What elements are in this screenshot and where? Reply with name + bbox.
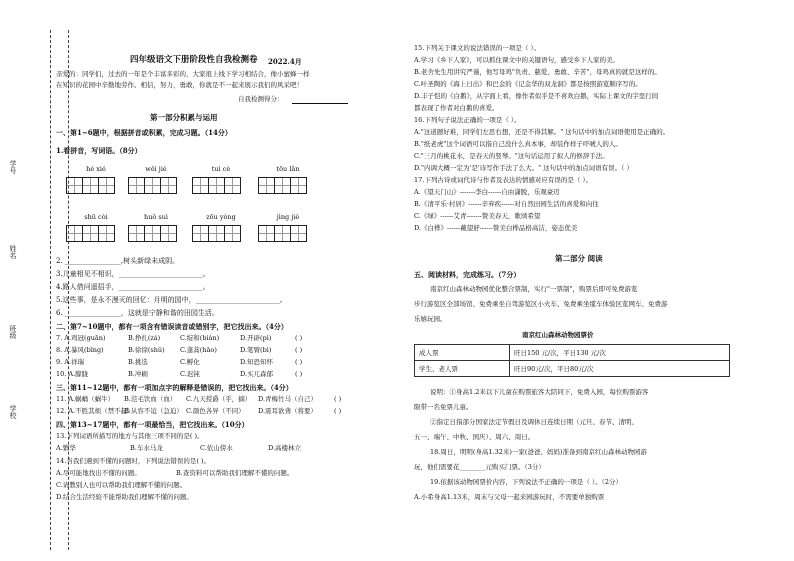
q7-opt: B.挣扎(zá) [128,334,161,342]
margin-label-class: 班级 [9,325,17,339]
reading-para-1: 南京红山森林动物园优化整合票制，实行"一票制"，购票后即可免费游览 [430,285,638,293]
reading-header: 五、阅读材料，完成练习。（7分） [414,270,521,279]
q7-header: 二、第7~10题中，都有一项含有错误读音或错别字，把它找出来。（4分） [56,322,288,331]
q9-opt: B.挑选 [128,358,148,366]
q10-opt: D.买兀森郁 [240,370,274,378]
q15: 15.下列关于课文的说法错误的一项是（ ）。 [414,44,541,52]
writing-grid[interactable] [258,177,307,194]
table-row [415,361,730,377]
writing-grid[interactable] [66,225,115,242]
q1-header: 一、第1~6题中，根据拼音或积累，完成习题。（14分） [56,128,232,137]
table-cell: 旺日90元/次，平日80元/次 [510,361,730,377]
writing-grid[interactable] [192,177,241,194]
q14-opt-c: C.请教别人也可以帮助我们理解不懂的问题。 [56,481,187,489]
binding-line-outer [50,30,51,550]
q17-opt-a: A.《望天门山》-------李白------自由潇脱，乐观豪迈 [414,188,560,196]
q9-opt: D.知恐知怀 [240,358,274,366]
table-cell: 旺日150 元/次，平日130 元/次 [510,345,730,361]
q19: 19.依据该动物园票价内容，下列说法不正确的一项是（ ）。（2分） [430,478,623,486]
q9-answer[interactable]: ( ) [295,358,303,366]
q1-subheader: 1.看拼音，写词语。（8分） [56,146,142,155]
q7-opt: 7. A.鸡冠(guān) [56,334,106,342]
q15-opt-d: D.丰子恺的《白鹅》，从字面上看，像作者似乎是不喜欢白鹅，实际上课文的字里行间 [414,92,659,100]
q5: 5.这些事，是永不漫灭的回忆：月明的园中，________________________。 [56,296,287,304]
note-3: ②指定日指部分国家法定节假日及调休日连续日期（元旦、春节、清明、 [430,418,638,426]
q7-opt: D.开辟(pì) [240,334,272,342]
writing-grid[interactable] [66,177,115,194]
q11-opt: B.范毛饮血（血） [124,395,177,403]
q2: 2. ________________,树头新绿未成阴。 [56,257,180,265]
exam-title: 四年级语文下册阶段性自我检测卷 [130,55,258,65]
q8-opt: 8. A.暴风(bīng) [56,346,104,354]
q14: 14.当我们遇到不懂的问题时，下列说法错误的是( )。 [56,457,210,465]
q11-opt: C.九天授爵（乎，摘） [186,395,252,403]
q13-header: 四、第13~17题中，都有一项最恰当，把它找出来。（10分） [56,420,249,429]
writing-grid[interactable] [128,177,177,194]
pinyin-label: zōu yòng [206,213,236,221]
self-score-label: 自我检测得分： [238,95,284,103]
q15-opt-c: C.叶圣陶的《海上日出》和巴金的《记金华的双龙洞》都是按照游览顺序写的。 [414,80,642,88]
pinyin-label: jìng jiè [276,213,300,221]
q8-opt: C.蓬蒿(hāo) [180,346,217,354]
q10-opt: 10. A.朦胧 [56,370,89,378]
q12-opt: 12. A.不胜其烦（禁不起） [56,407,134,415]
q6: 6. ________________，这就是宁静和谐的田园生活。 [56,309,219,317]
price-table-title: 南京红山森林动物园票价 [522,331,594,339]
margin-label-name: 姓名 [9,245,17,259]
part2-title: 第二部分 阅读 [555,254,603,263]
q12-answer[interactable]: ( ) [334,407,342,415]
q11-header: 三、第11~12题中，都有一项加点字的解释是错误的，把它找出来。（4分） [56,383,293,392]
note-2: 限带一名免票儿童。 [414,403,473,411]
q4: 4.路人借问遥招手，________________________。 [56,283,210,291]
reading-para-3: 乐嬉玩园。 [414,315,447,323]
q17-opt-d: D.《白桦》------戴望舒------赞美白桦品格高洁，姿态优美 [414,224,578,232]
q9-opt: 9. A.祥瑞 [56,358,85,366]
q9-opt: C.孵化 [180,358,200,366]
q11-opt: D.青梅竹马（自己） [258,395,318,403]
note-4: 五一、端午、中秋、国庆）、周六、周日。 [414,433,535,441]
q14-opt-b: B.查资料可以帮助我们理解不懂的问题。 [176,469,294,477]
q10-opt: C.迟钝 [180,370,200,378]
q15-opt-b: B.老舍先生用讲究严谨，他写母鸡"负责、慈爱、勇敢、辛苦"，母鸡真的就是这样的。 [414,68,661,76]
q16-opt-b: B."纸老虎"这个词语可以指自己没什么真本事，却装作样子吓唬人的人。 [414,140,622,148]
q17-opt-c: C.《绿》------艾青-------赞美春天，歌颂希望 [414,212,541,220]
q13-opt: C.依山傍水 [200,444,233,452]
q12-opt: D.震耳欲聋（将要） [258,407,318,415]
pinyin-label: shū còi [84,213,108,221]
q12-opt: C.颜色各异（不同） [186,407,245,415]
greeting-line-2: 在知识的花园中辛勤地劳作。相信，努力，勇敢，你就是不一起来展示我们的风采吧！ [56,81,303,89]
q16-opt-d: D."内调大概一定为'是'诗写作手法了么大。" 这句话中的加点词语有误。（ ） [414,164,633,172]
q10-opt: B.冲刷 [128,370,148,378]
q15-opt-a: A.学习《乡下人家》，可以抓住课文中的关键语句，感受乡下人家的美。 [414,56,620,64]
q16-opt-c: C."三月的桃花水，是春天的竖琴。"这句话运用了拟人的修辞手法。 [414,152,609,160]
price-table [414,344,730,377]
q3: 3.儿童相见不相识，________________________。 [56,270,210,278]
q13-opt: B.车水马龙 [130,444,163,452]
q16-opt-a: A."这道题好难，同学们左思右想，还是不得其解。" 这句话中的加点词语使用是正确的。 [414,128,670,136]
q11-answer[interactable]: ( ) [334,395,342,403]
exam-date: 2022.4月 [268,57,302,66]
q15-opt-d-cont: 都表现了作者对白鹅的喜爱。 [414,104,499,112]
q14-opt-d: D.结合生活经验不能帮助我们理解不懂的问题。 [56,493,194,501]
q7-opt: C.绽和(biàn) [180,334,220,342]
pinyin-label: huǒ suì [144,213,168,221]
reading-para-2: 步行游览区全部场馆、免费乘坐自驾游览区小火车、免费乘坐缆车体验区览网车、免费游 [414,300,668,308]
self-score-field[interactable] [292,103,348,104]
q8-answer[interactable]: ( ) [295,346,303,354]
q17: 17.下列古诗或词代诗与作者及表达的情感对应有误的是（ ）。 [414,176,593,184]
q11-opt: 11. A.蜗蛹（蜗牛） [56,395,115,403]
q18: 18.周日，明明(身高1.32米)一家(爸爸、妈妈)准备到南京红山森林动物园游 [430,448,647,456]
margin-label-number: 学号 [9,160,17,174]
q13-opt: D.高楼林立 [268,444,302,452]
q10-answer[interactable]: ( ) [295,370,303,378]
q7-answer[interactable]: ( ) [295,334,303,342]
greeting-line-1: 亲爱的：同学们，过去的一年是个丰富多彩的，大家很上线下学习相结合，像小蜜蜂一样 [56,70,310,78]
table-cell: 成人票 [415,345,510,361]
q16: 16.下列句子说法正确的一项是（ ）。 [414,116,521,124]
pinyin-label: tuì cè [211,165,231,173]
table-cell: 学生、老人票 [415,361,510,377]
q18-cont: 玩，他们需要花________元购买门票。（3分） [414,463,545,471]
note-1: 说明：①身高1.2米以下儿童在购票旅客大陪同下，免费入园，每位购票游客 [430,388,649,396]
q12-opt: B.从容不迫（急迫） [124,407,183,415]
q13-opt: A.繁华 [56,444,76,452]
q19-opt-a: A.小希身高1.13米，周末与父母一起来园游玩时，不需要单独购票 [414,493,605,501]
q8-opt: D.笔臂(bì) [240,346,272,354]
q17-opt-b: B.《清平乐·村居》------辛弃疾------对自然田园生活的喜爱和向往 [414,200,599,208]
pinyin-label: tōu lǎn [276,165,300,173]
q8-opt: B.徐徐(shǔ) [128,346,165,354]
q13: 13.下列词语所描写的地方与其他三项不同的是( )。 [56,432,204,440]
q14-opt-a: A.尽可能地找出不懂的问题。 [56,469,141,477]
writing-grid[interactable] [258,225,307,242]
table-row [415,345,730,361]
pinyin-label: wěi jiè [145,165,167,173]
writing-grid[interactable] [192,225,241,242]
part1-title: 第一部分积累与运用 [150,113,218,122]
pinyin-label: hé xié [86,165,106,173]
writing-grid[interactable] [128,225,177,242]
margin-label-school: 学校 [9,405,17,419]
